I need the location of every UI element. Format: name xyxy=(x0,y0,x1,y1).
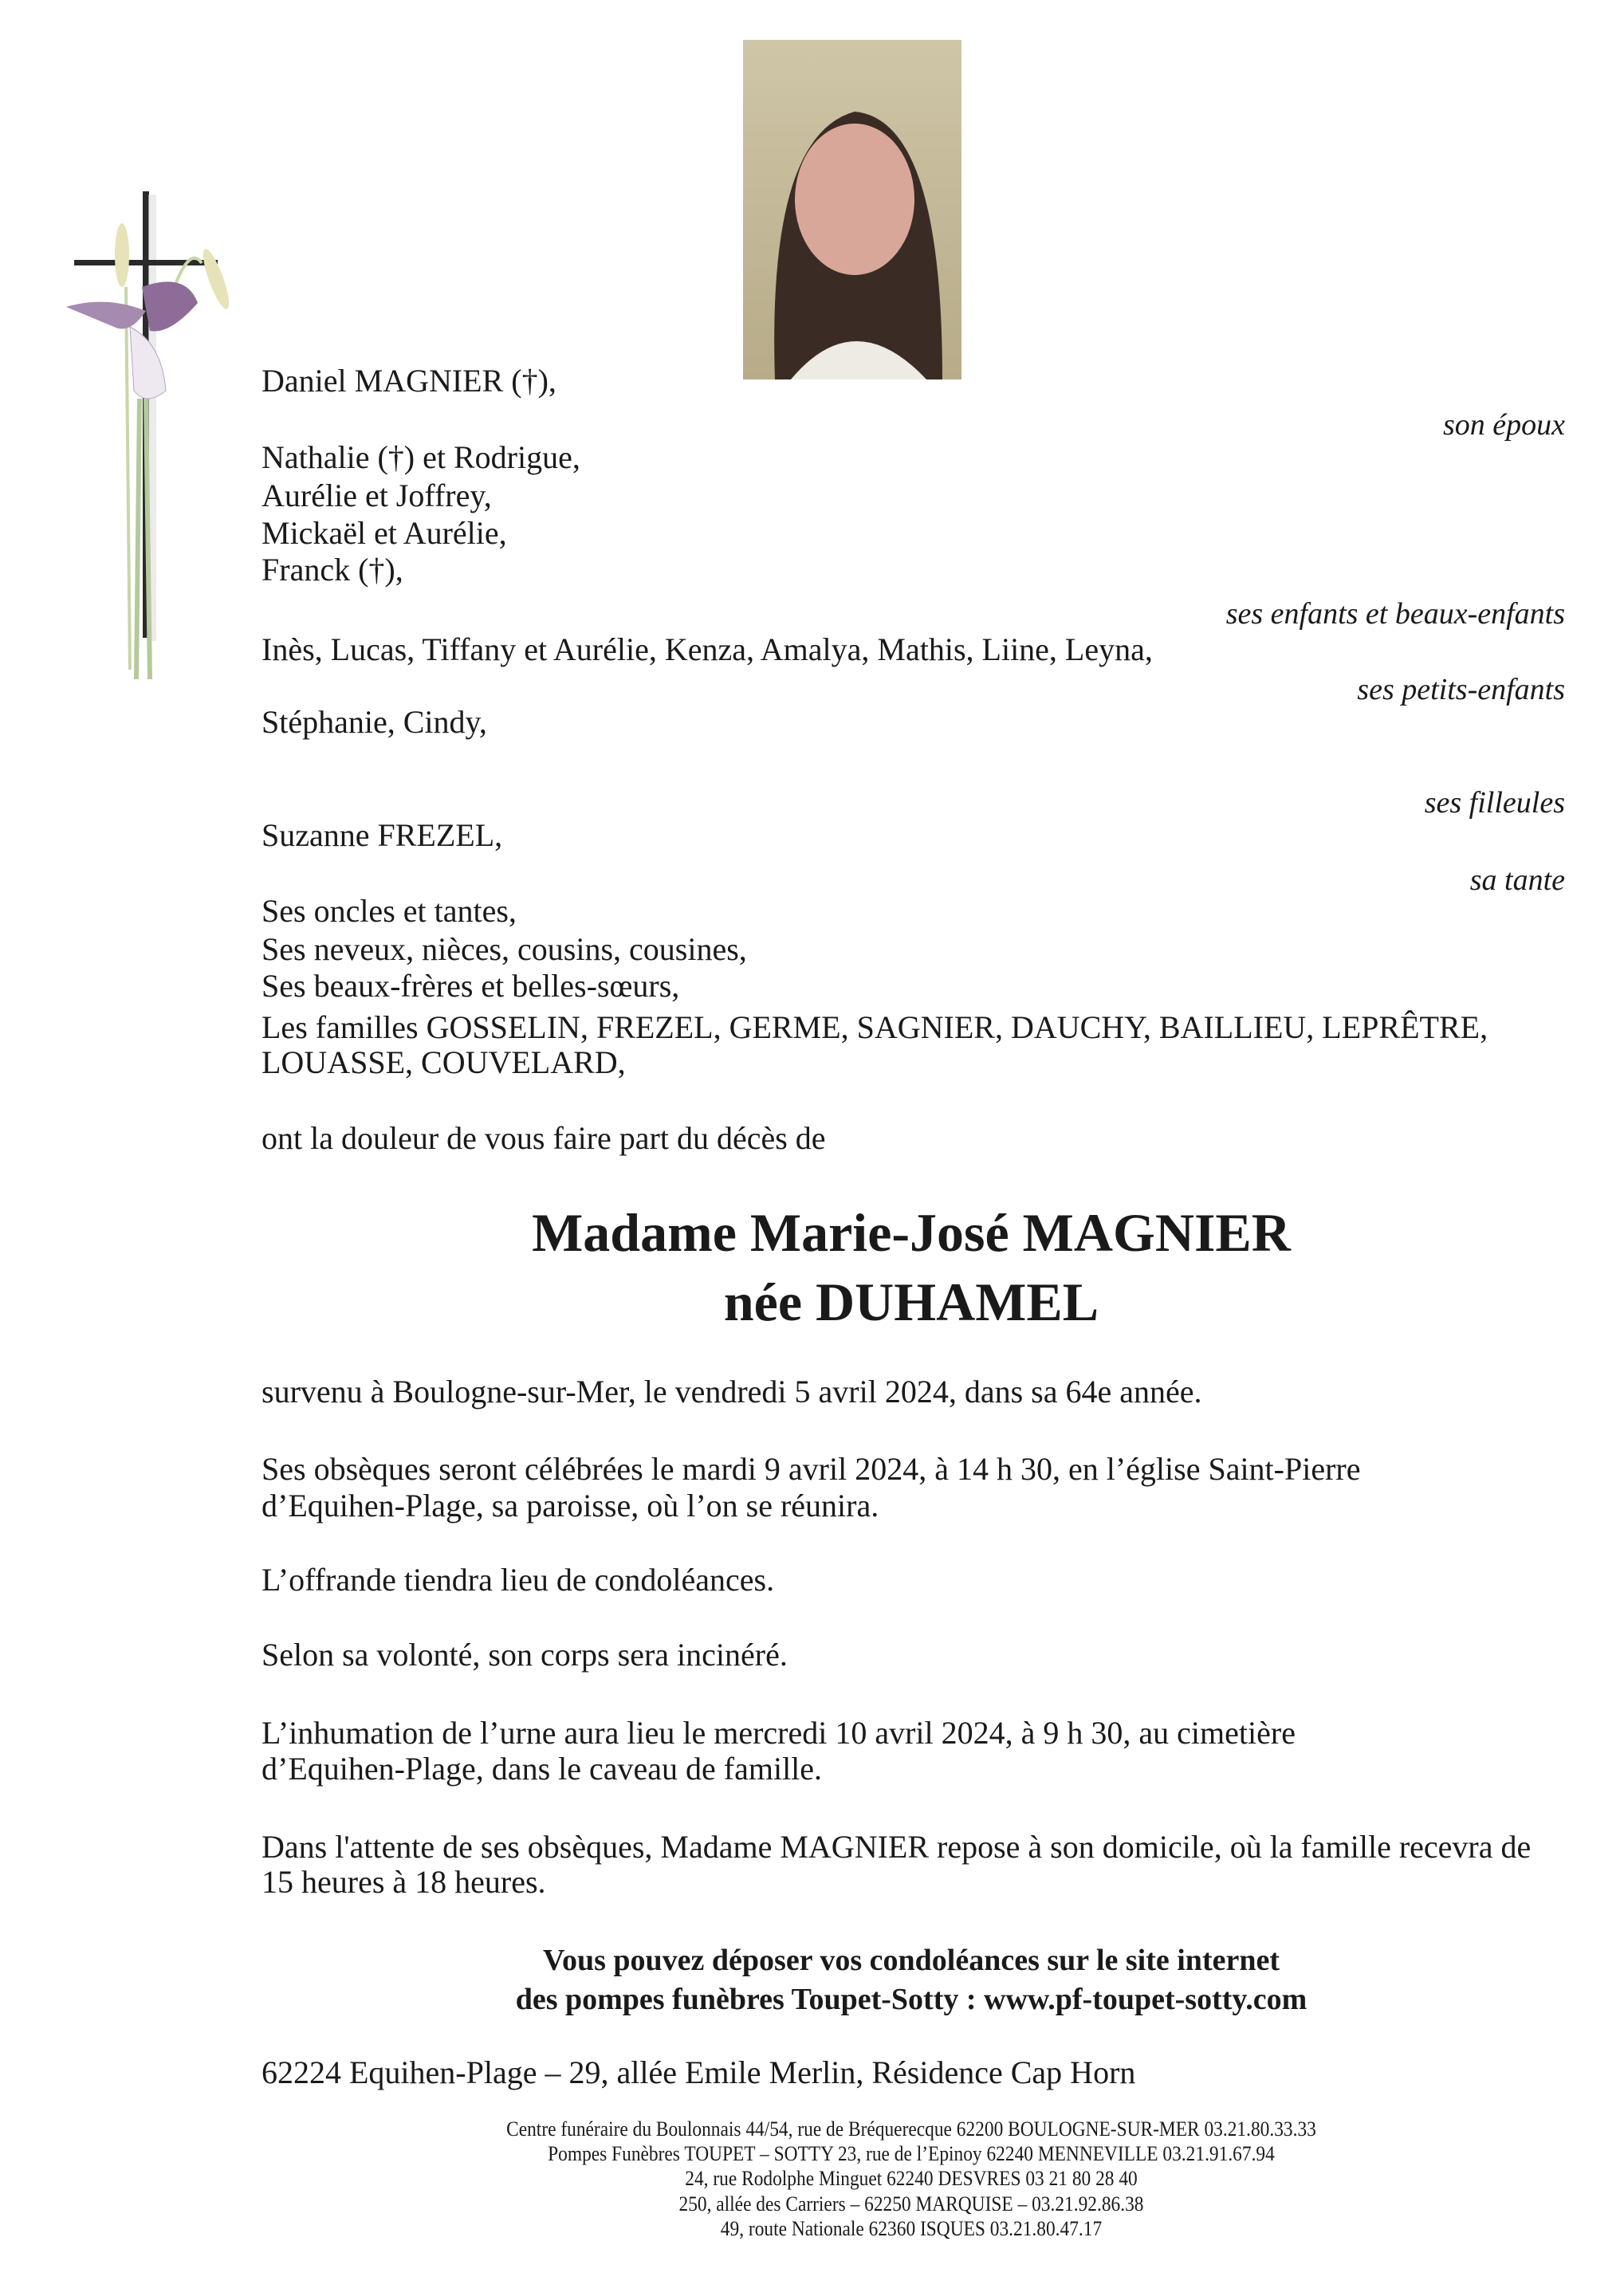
portrait-photo xyxy=(743,40,961,379)
condolences-line: Vous pouvez déposer vos condoléances sur le site internet xyxy=(543,1944,1280,1977)
relation-label: ses enfants et beaux-enfants xyxy=(1225,597,1565,631)
family-line: LOUASSE, COUVELARD, xyxy=(261,1044,626,1080)
family-line: Stéphanie, Cindy, xyxy=(261,704,487,740)
footer-line: Centre funéraire du Boulonnais 44/54, rue de Bréquerecque 62200 BOULOGNE-SUR-MER 03.21.80.33.33 xyxy=(506,2117,1316,2141)
family-line: Inès, Lucas, Tiffany et Aurélie, Kenza, Amalya, Mathis, Liine, Leyna, xyxy=(261,631,1153,667)
body-line: 15 heures à 18 heures. xyxy=(261,1864,546,1900)
body-line: Dans l'attente de ses obsèques, Madame MAGNIER repose à son domicile, où la famille recevra de xyxy=(261,1829,1532,1865)
body-line: Ses obsèques seront célébrées le mardi 9 avril 2024, à 14 h 30, en l’église Saint-Pierre xyxy=(261,1451,1361,1487)
family-line: Ses oncles et tantes, xyxy=(261,893,517,929)
body-line: survenu à Boulogne-sur-Mer, le vendredi 5 avril 2024, dans sa 64e année. xyxy=(261,1374,1202,1409)
address: 62224 Equihen-Plage – 29, allée Emile Merlin, Résidence Cap Horn xyxy=(261,2054,1136,2090)
deceased-maiden-name: née DUHAMEL xyxy=(723,1272,1099,1332)
relation-label: ses petits-enfants xyxy=(1357,673,1565,706)
body-line: d’Equihen-Plage, sa paroisse, où l’on se réunira. xyxy=(261,1488,879,1523)
footer-line: Pompes Funèbres TOUPET – SOTTY 23, rue de l’Epinoy 62240 MENNEVILLE 03.21.91.67.94 xyxy=(548,2142,1275,2165)
deceased-name: Madame Marie-José MAGNIER xyxy=(532,1202,1291,1263)
body-line: L’offrande tiendra lieu de condoléances. xyxy=(261,1562,775,1598)
family-line: Daniel MAGNIER (†), xyxy=(261,363,556,399)
condolences-website: des pompes funèbres Toupet-Sotty : www.pf-toupet-sotty.com xyxy=(515,1983,1307,2016)
family-line: Franck (†), xyxy=(261,552,403,588)
relation-label: sa tante xyxy=(1469,863,1565,897)
cross-lily-illustration xyxy=(66,191,236,679)
footer-line: 250, allée des Carriers – 62250 MARQUISE – 03.21.92.86.38 xyxy=(678,2192,1144,2215)
footer-line: 24, rue Rodolphe Minguet 62240 DESVRES 03 21 80 28 40 xyxy=(685,2167,1138,2190)
relation-label: son époux xyxy=(1442,408,1565,442)
body-line: Selon sa volonté, son corps sera incinéré. xyxy=(261,1637,788,1673)
family-line: Nathalie (†) et Rodrigue, xyxy=(261,439,580,475)
footer-line: 49, route Nationale 62360 ISQUES 03.21.80.47.17 xyxy=(720,2217,1103,2240)
family-line: Ses neveux, nièces, cousins, cousines, xyxy=(261,931,747,967)
announcement-text: ont la douleur de vous faire part du décès de xyxy=(261,1120,826,1156)
family-line: Aurélie et Joffrey, xyxy=(261,478,492,513)
family-line: Mickaël et Aurélie, xyxy=(261,515,507,551)
family-line: Suzanne FREZEL, xyxy=(261,817,503,853)
family-line: Les familles GOSSELIN, FREZEL, GERME, SAGNIER, DAUCHY, BAILLIEU, LEPRÊTRE, xyxy=(261,1009,1488,1045)
body-line: d’Equihen-Plage, dans le caveau de famille. xyxy=(261,1751,823,1787)
relation-label: ses filleules xyxy=(1424,786,1565,820)
body-line: L’inhumation de l’urne aura lieu le mercredi 10 avril 2024, à 9 h 30, au cimetière xyxy=(261,1715,1296,1751)
family-line: Ses beaux-frères et belles-sœurs, xyxy=(261,968,680,1004)
